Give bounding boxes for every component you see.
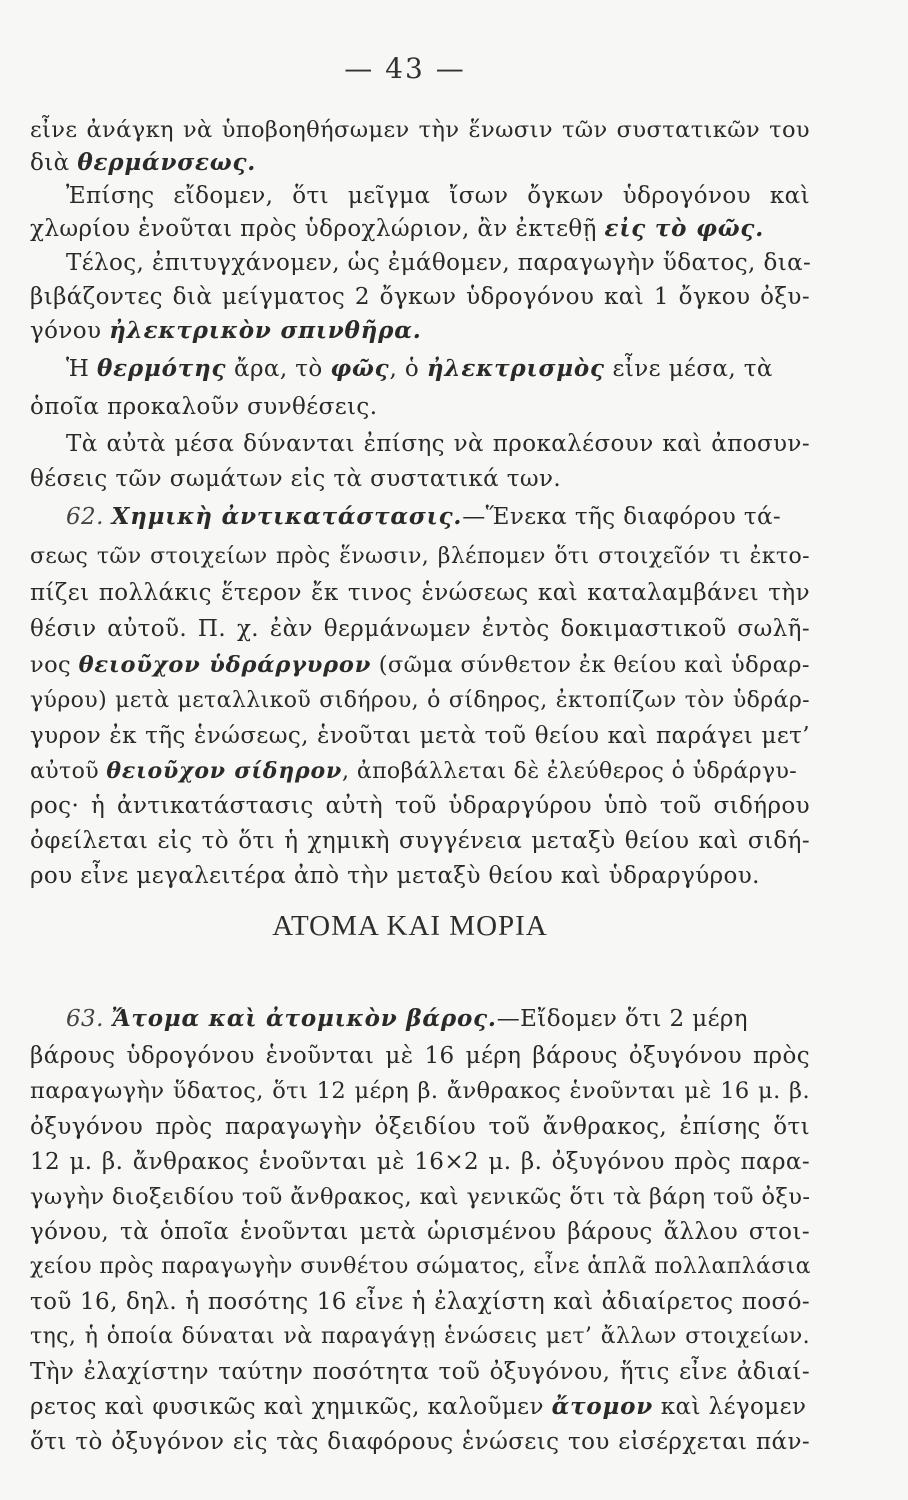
text-line [66, 354, 810, 384]
text-span: , ἀποβάλλεται δὲ ἐλεύθερος ὁ ὑδράργυ- [342, 759, 798, 784]
text-span: τοῦ 16, δηλ. ἡ ποσότης 16 εἶνε ἡ ἐλαχίστη καὶ ἀδιαίρετος ποσό- [30, 1289, 810, 1315]
emphasis-term: θειοῦχον σίδηρον [106, 758, 343, 784]
section-62-heading-line [66, 502, 810, 532]
text-span: γωγὴν διοξειδίου τοῦ ἄνθρακος, καὶ γενικῶς ὅτι τὰ βάρη τοῦ ὀξυ- [30, 1184, 811, 1210]
chapter-heading: ΑΤΟΜΑ ΚΑΙ ΜΟΡΙΑ [272, 910, 548, 942]
text-line [30, 464, 810, 494]
text-span: εἶνε μέσα, τὰ [604, 356, 773, 382]
text-line [66, 429, 810, 459]
text-line [30, 1147, 810, 1177]
text-span: Τέλος, ἐπιτυγχάνομεν, ὡς ἐμάθομεν, παραγωγὴν ὕδατος, δια- [66, 250, 812, 276]
emphasis-term: ἄτομον [551, 1393, 654, 1420]
emphasis-term: θερμότης [96, 355, 227, 382]
text-line [30, 1252, 810, 1282]
text-span: παραγωγὴν ὕδατος, ὅτι 12 μέρη β. ἄνθρακος ἑνοῦνται μὲ 16 μ. β. [30, 1078, 810, 1104]
page-number: — 43 — [344, 52, 466, 85]
text-line [30, 1076, 810, 1106]
text-span: γόνου, τὰ ὁποῖα ἑνοῦνται μετὰ ὡρισμένου βάρους ἄλλου στοι- [30, 1219, 810, 1245]
text-span: βάρους ὑδρογόνου ἑνοῦνται μὲ 16 μέρη βάρους ὀξυγόνου πρὸς [30, 1043, 810, 1069]
text-line [30, 1287, 810, 1317]
text-line [30, 686, 810, 716]
section-63-heading-line [66, 1004, 810, 1034]
text-line [30, 578, 810, 608]
text-span: χείου πρὸς παραγωγὴν συνθέτου σώματος, εἶνε ἁπλᾶ πολλαπλάσια [30, 1254, 811, 1279]
section-title: Ἄτομα καὶ ἀτομικὸν βάρος. [111, 1005, 497, 1032]
text-span: , ὁ [389, 356, 427, 382]
text-span: ρος· ἡ ἀντικατάστασις αὐτὴ τοῦ ὑδραργύρου ὑπὸ τοῦ σιδήρου [30, 793, 810, 819]
emphasis-term: ἠλεκτρισμὸς [426, 355, 605, 382]
text-span: ἄρα, τὸ [226, 356, 331, 382]
text-span: ρου εἶνε μεγαλειτέρα ἀπὸ τὴν μεταξὺ θείου καὶ ὑδραργύρου. [30, 863, 760, 889]
text-line [30, 316, 810, 346]
text-span: ὀφείλεται εἰς τὸ ὅτι ἡ χημικὴ συγγένεια μεταξὺ θείου καὶ σιδή- [30, 828, 810, 854]
text-span: σεως τῶν στοιχείων πρὸς ἕνωσιν, βλέπομεν ὅτι στοιχεῖόν τι ἐκτο- [30, 544, 810, 569]
text-span: ὁποῖα προκαλοῦν συνθέσεις. [30, 394, 378, 420]
text-span: ρετος καὶ φυσικῶς καὶ χημικῶς, καλοῦμεν [30, 1394, 552, 1420]
section-number: 63. [66, 1006, 104, 1032]
emphasis-term: φῶς [330, 355, 390, 382]
text-line [30, 650, 810, 680]
text-line [30, 542, 810, 572]
text-line [30, 1392, 810, 1422]
text-line [30, 392, 810, 422]
text-span: Τὴν ἐλαχίστην ταύτην ποσότητα τοῦ ὀξυγόνου, ἥτις εἶνε ἀδιαί- [30, 1359, 810, 1385]
text-span: γύρου) μετὰ μεταλλικοῦ σιδήρου, ὁ σίδηρος, ἐκτοπίζων τὸν ὑδράρ- [30, 688, 810, 713]
text-span: βιβάζοντες διὰ μείγματος 2 ὄγκων ὑδρογόνου καὶ 1 ὄγκου ὀξυ- [30, 284, 810, 310]
text-span: πίζει πολλάκις ἕτερον ἔκ τινος ἑνώσεως καὶ καταλαμβάνει τὴν [30, 580, 810, 606]
text-span: γόνου [30, 318, 110, 344]
text-span: γυρον ἐκ τῆς ἑνώσεως, ἑνοῦται μετὰ τοῦ θείου καὶ παράγει μετ’ [30, 723, 810, 749]
text-line [30, 1427, 810, 1457]
text-line [30, 1357, 810, 1387]
text-span: ὀξυγόνου πρὸς παραγωγὴν ὀξειδίου τοῦ ἄνθρακος, ἐπίσης ὅτι [30, 1114, 810, 1140]
text-span: Ἡ [66, 356, 97, 382]
text-span: νος [30, 652, 79, 678]
text-line [30, 861, 810, 891]
text-span: αὐτοῦ [30, 759, 107, 784]
text-span: της, ἡ ὁποία δύναται νὰ παραγάγῃ ἑνώσεις μετ’ ἄλλων στοιχείων. [30, 1324, 810, 1349]
emphasis-term: ἠλεκτρικὸν σπινθῆρα. [109, 317, 422, 344]
emphasis-term: εἰς τὸ φῶς. [604, 215, 765, 242]
text-line [30, 1322, 810, 1352]
text-span: καὶ λέγομεν [653, 1394, 807, 1420]
text-span: θέσιν αὐτοῦ. Π. χ. ἐὰν θερμάνωμεν ἐντὸς δοκιμαστικοῦ σωλῆ- [30, 616, 810, 642]
text-line [30, 214, 810, 244]
text-line [30, 721, 810, 751]
text-line [30, 115, 810, 145]
text-line [30, 1041, 810, 1071]
text-line [30, 148, 810, 178]
text-span: Ἐπίσης εἴδομεν, ὅτι μεῖγμα ἴσων ὄγκων ὑδρογόνου καὶ [66, 183, 810, 209]
text-span: θέσεις τῶν σωμάτων εἰς τὰ συστατικά των. [30, 466, 562, 492]
section-title: Χημικὴ ἀντικατάστασις. [111, 503, 463, 530]
text-line [30, 614, 810, 644]
text-span: διὰ [30, 150, 78, 176]
text-span: ὅτι τὸ ὀξυγόνον εἰς τὰς διαφόρους ἑνώσεις του εἰσέρχεται πάν- [30, 1429, 810, 1455]
text-span: —Εἴδομεν ὅτι 2 μέρη [496, 1006, 748, 1032]
emphasis-term: θερμάνσεως. [77, 149, 257, 176]
text-line [30, 1217, 810, 1247]
section-number: 62. [66, 504, 104, 530]
text-span: χλωρίου ἑνοῦται πρὸς ὑδροχλώριον, ἂν ἐκτεθῇ [30, 216, 605, 242]
text-line [30, 1112, 810, 1142]
text-line [66, 181, 810, 211]
text-span: —Ἕνεκα τῆς διαφόρου τά- [462, 504, 782, 530]
text-line [30, 826, 810, 856]
text-line [30, 282, 810, 312]
text-span: (σῶμα σύνθετον ἐκ θείου καὶ ὑδραρ- [371, 652, 810, 678]
text-span: 12 μ. β. ἄνθρακος ἑνοῦνται μὲ 16×2 μ. β. ὀξυγόνου πρὸς παρα- [30, 1149, 810, 1175]
text-line [30, 756, 810, 787]
text-line [66, 248, 810, 278]
text-line [30, 1182, 810, 1212]
text-span: εἶνε ἀνάγκη νὰ ὑποβοηθήσωμεν τὴν ἕνωσιν τῶν συστατικῶν του [30, 117, 810, 143]
emphasis-term: θειοῦχον ὑδράργυρον [78, 652, 372, 678]
text-line [30, 791, 810, 821]
text-span: Τὰ αὐτὰ μέσα δύνανται ἐπίσης νὰ προκαλέσουν καὶ ἀποσυν- [66, 431, 810, 457]
